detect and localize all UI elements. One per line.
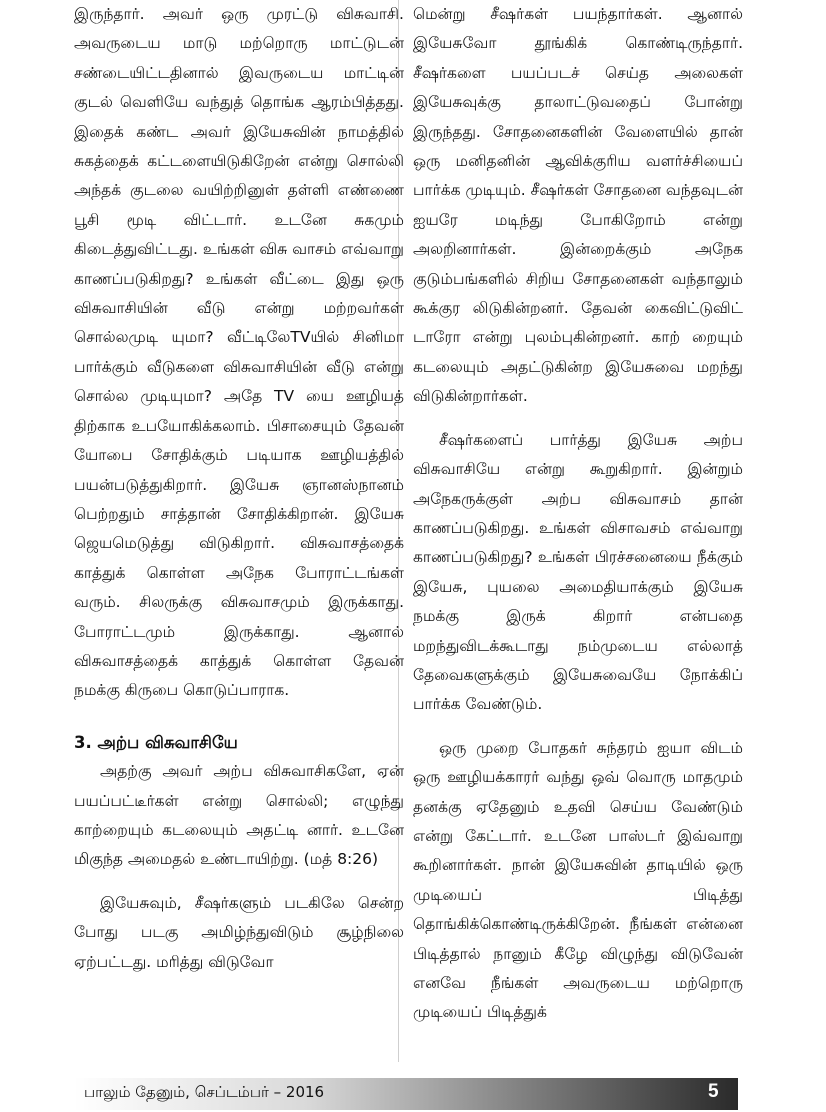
right-column (413, 0, 743, 1028)
right-paragraph-2: சீஷர்களைப் பார்த்து இயேசு அற்ப விசுவாசியே என்று கூறுகிறார். இன்றும் அநேகருக்குள் அற்ப விசுவாசம் தான் காணப்படுகிறது. உங்கள் விசாவசம் எவ்வாறு காணப்படுகிறது? உங்கள் பிரச்சனையை நீக்கும் இயேசு, புயலை அமைதியாக்கும் இயேசு நமக்கு இருக் கிறார் என்பதை மறந்துவிடக்கூடாது நம்முடைய எல்லாத் தேவைகளுக்கும் இயேசுவையே நோக்கிப் பார்க்க வேண்டும். (413, 430, 743, 714)
left-paragraph-2: அதற்கு அவர் அற்ப விசுவாசிகளே, ஏன் பயப்பட்டீர்கள் என்று சொல்லி; எழுந்து காற்றையும் கடலையும் அதட்டி னார். உடனே மிகுந்த அமைதல் உண்டாயிற்று. (மத் 8:26) (74, 762, 404, 869)
right-paragraph-3: ஒரு முறை போதகர் சுந்தரம் ஐயா விடம் ஒரு ஊழியக்காரர் வந்து ஒவ் வொரு மாதமும் தனக்கு ஏதேனும் உதவி செய்ய வேண்டும் என்று கேட்டார். உடனே பாஸ்டர் இவ்வாறு கூறினார்கள். நான் இயேசுவின் தாடியில் ஒரு முடியைப் பிடித்து தொங்கிக்கொண்டிருக்கிறேன். நீங்கள் என்னை பிடித்தால் நானும் கீழே விழுந்து விடுவேன் எனவே நீங்கள் அவருடைய மற்றொரு முடியைப் பிடித்துக் (413, 738, 743, 1022)
left-column (74, 0, 404, 977)
left-paragraph-3: இயேசுவும், சீஷர்களும் படகிலே சென்ற போது படகு அமிழ்ந்துவிடும் சூழ்நிலை ஏற்பட்டது. மரித்து விடுவோ (74, 893, 404, 971)
publication-footer: பாலும் தேனும், செப்டம்பர் – 2016 (84, 1083, 325, 1101)
left-paragraph-1: இருந்தார். அவர் ஒரு முரட்டு விசுவாசி. அவருடைய மாடு மற்றொரு மாட்டுடன் சண்டையிட்டதினால் இவருடைய மாட்டின் குடல் வெளியே வந்துத் தொங்க ஆரம்பித்தது. இதைக் கண்ட அவர் இயேசுவின் நாமத்தில் சுகத்தைக் கட்டளையிடுகிறேன் என்று சொல்லி அந்தக் குடலை வயிற்றினுள் தள்ளி எண்ணை பூசி மூடி விட்டார். உடனே சுகமும் கிடைத்துவிட்டது. உங்கள் விசு வாசம் எவ்வாறு காணப்படுகிறது? உங்கள் வீட்டை இது ஒரு விசுவாசியின் வீடு என்று மற்றவர்கள் சொல்லமுடி யுமா? வீட்டிலேTVயில் சினிமா பார்க்கும் வீடுகளை விசுவாசியின் வீடு என்று சொல்ல முடியுமா? அதே TV யை ஊழியத் திற்காக உபயோகிக்கலாம். பிசாசையும் தேவன் யோபை சோதிக்கும் படியாக ஊழியத்தில் பயன்படுத்துகிறார். இயேசு ஞானஸ்நானம் பெற்றதும் சாத்தான் சோதிக்கிறான். இயேசு ஜெயமெடுத்து விடுகிறார். விசுவாசத்தைக் காத்துக் கொள்ள அநேக போராட்டங்கள் வரும். சிலருக்கு விசுவாசமும் இருக்காது. போராட்டமும் இருக்காது. ஆனால் விசுவாசத்தைக் காத்துக் கொள்ள தேவன் நமக்கு கிருபை கொடுப்பாராக. (74, 5, 404, 700)
right-paragraph-1: மென்று சீஷர்கள் பயந்தார்கள். ஆனால் இயேசுவோ தூங்கிக் கொண்டிருந்தார். சீஷர்களை பயப்படச் செய்த அலைகள் இயேசுவுக்கு தாலாட்டுவதைப் போன்று இருந்தது. சோதனைகளின் வேளையில் தான் ஒரு மனிதனின் ஆவிக்குரிய வளர்ச்சியைப் பார்க்க முடியும். சீஷர்கள் சோதனை வந்தவுடன் ஐயரே மடிந்து போகிறோம் என்று அலறினார்கள். இன்றைக்கும் அநேக குடும்பங்களில் சிறிய சோதனைகள் வந்தாலும் கூக்குர லிடுகின்றனர். தேவன் கைவிட்டுவிட் டாரோ என்று புலம்புகின்றனர். காற் றையும் கடலையும் அதட்டுகின்ற இயேசுவை மறந்து விடுகின்றார்கள். (413, 5, 743, 406)
section-heading: 3. அற்ப விசுவாசியே (74, 732, 238, 752)
page-number: 5 (708, 1081, 719, 1102)
